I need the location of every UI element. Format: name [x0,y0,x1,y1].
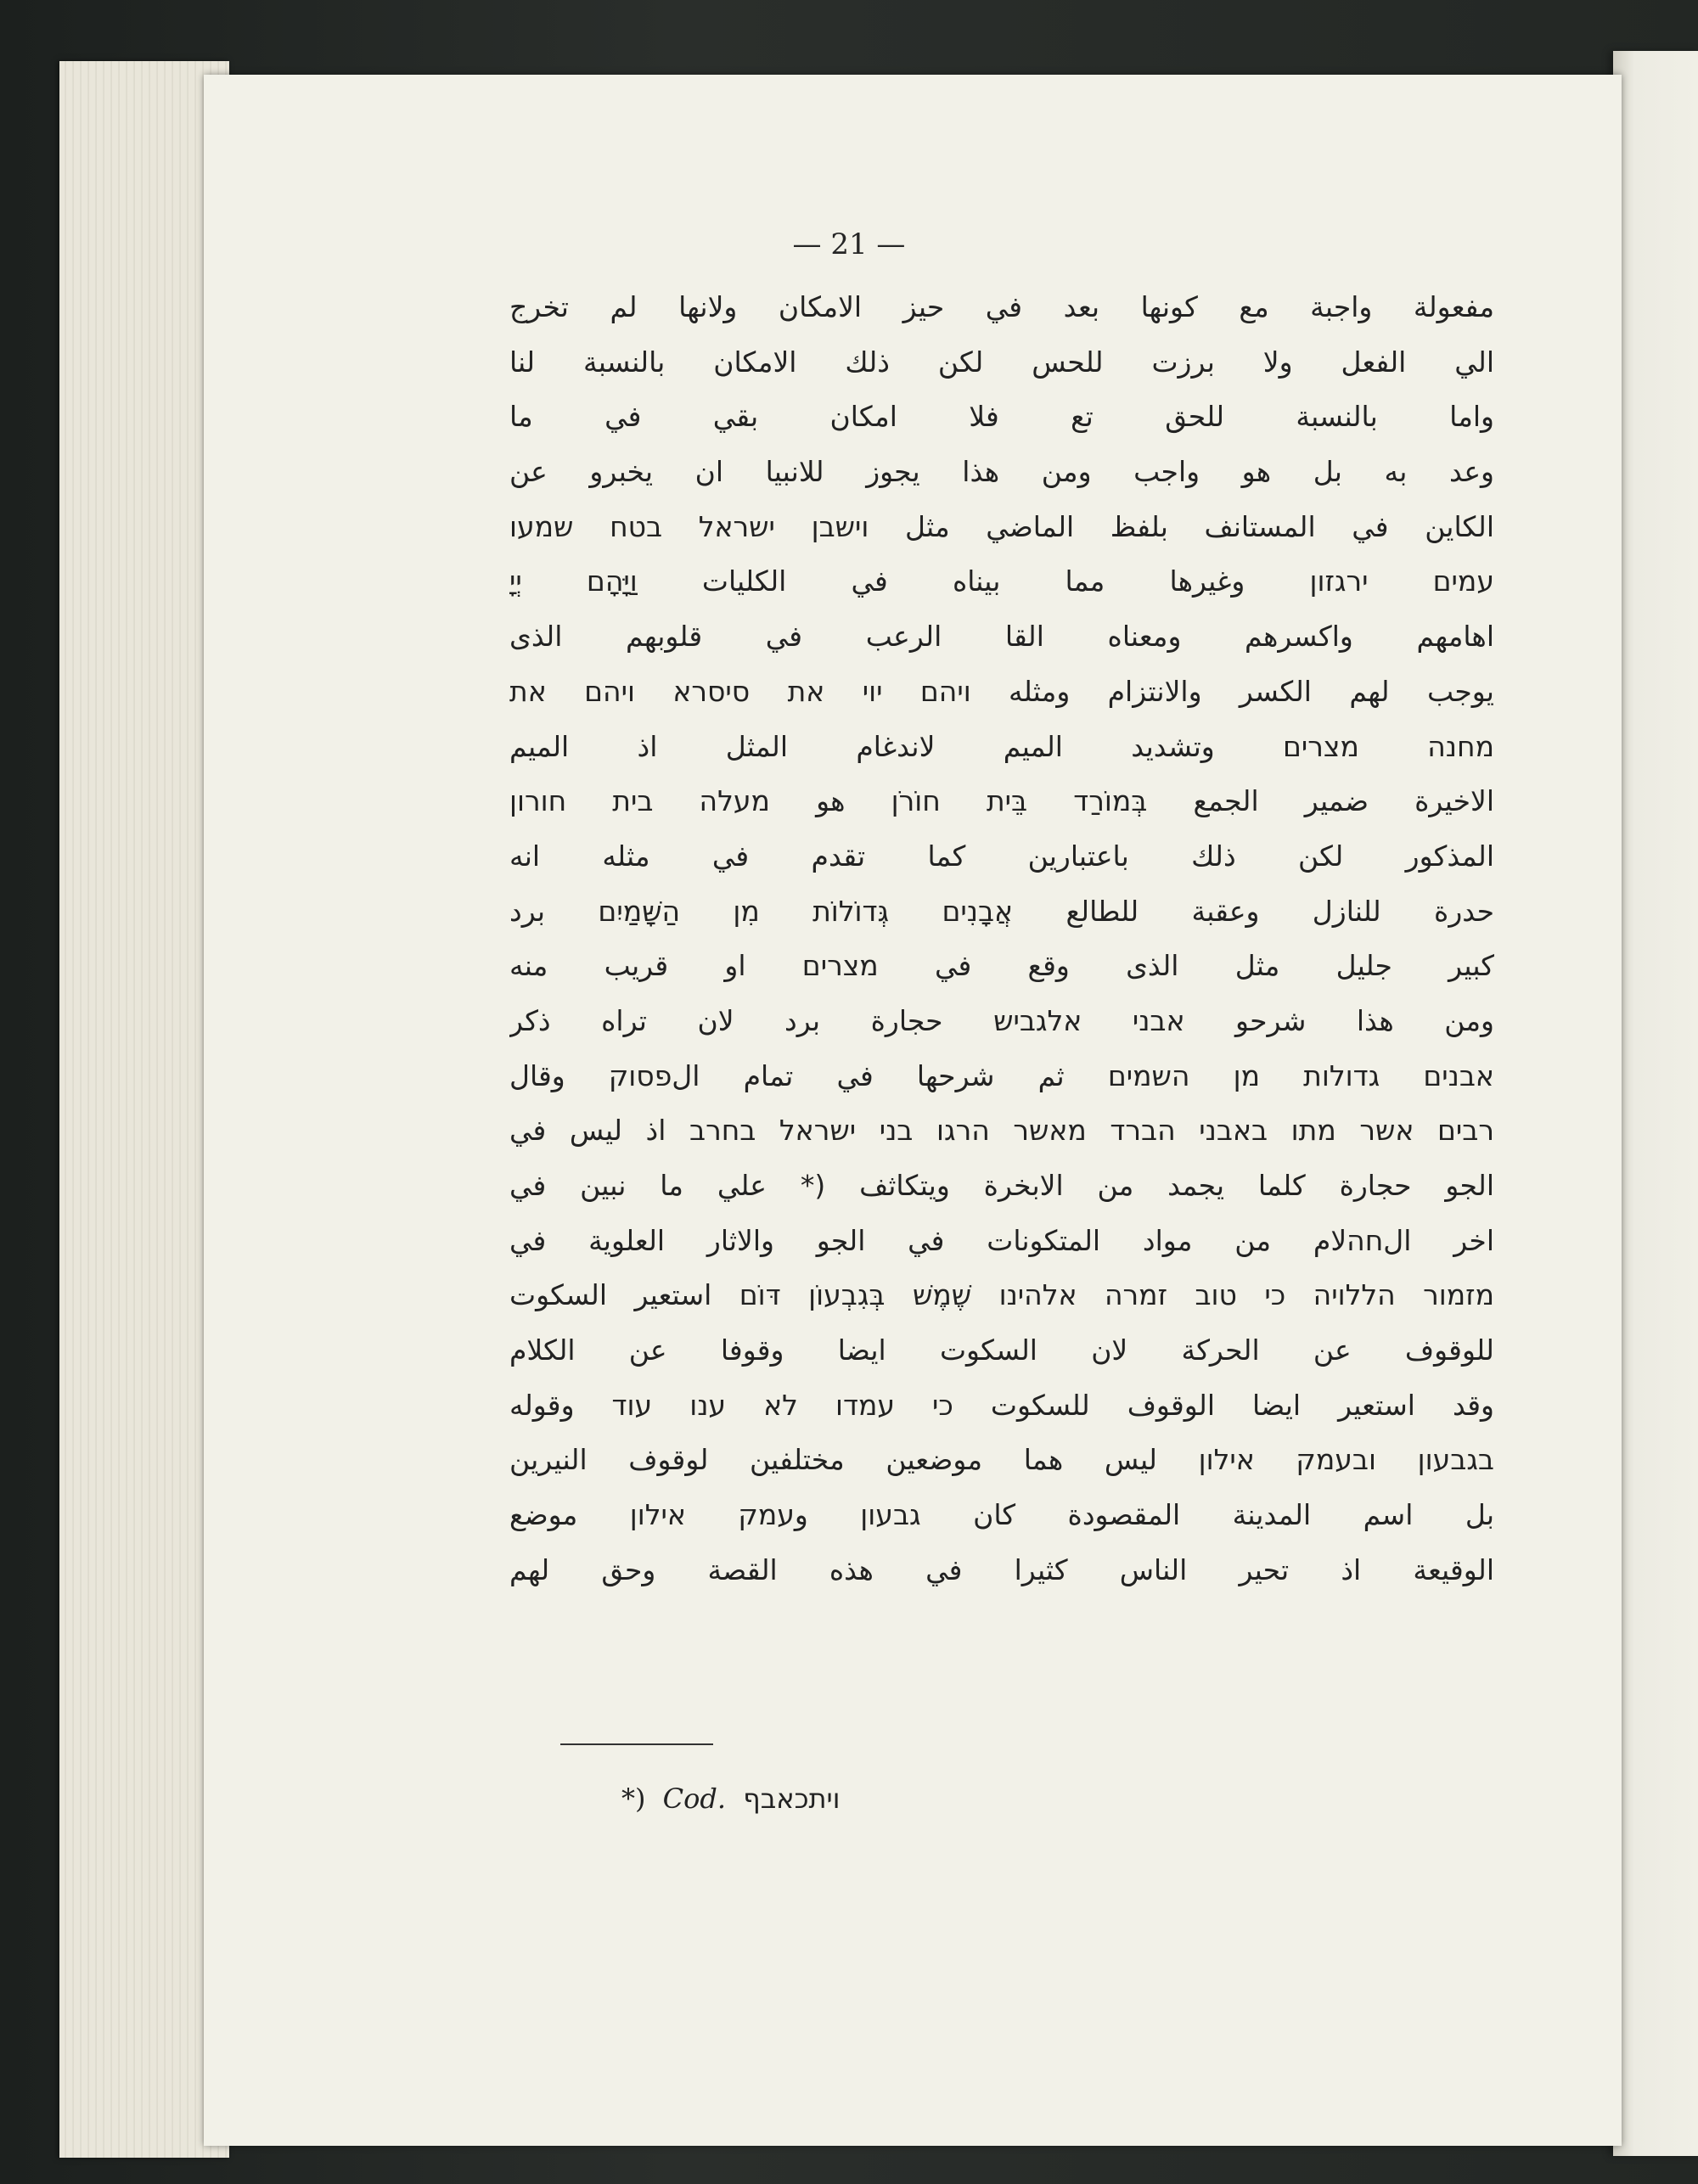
text-line: الي الفعل ولا برزت للحس لكن ذلك الامكان بالنسبة لنا [509,345,1494,379]
text-line: רבים אשר מתו באבני הברד מאשר הרגו בני ישראל בחרב اذ ليس في [509,1114,1494,1148]
text-line: اهامهم واكسرهم ومعناه القا الرعب في قلوبهم الذى [509,620,1494,654]
footnote-word: ויתכאבף [743,1783,841,1815]
footnote-marker: *) [621,1783,646,1815]
footnote-cod: Cod. [662,1783,727,1815]
facing-page-edge [1613,51,1698,2156]
text-line: واما بالنسبة للحق تع فلا امكان بقي في ما [509,400,1494,434]
text-line: للوقوف عن الحركة لان السكوت ايضا وقوفا عن الكلام [509,1333,1494,1367]
text-line: الاخيرة ضمير الجمع בְּמוֹרַד בֵּית חוֹרֹן هو מעלה בית חורון [509,784,1494,818]
text-line: مفعولة واجبة مع كونها بعد في حيز الامكان ولانها لم تخرج [509,290,1494,323]
footnote-rule [560,1743,713,1745]
text-line: الكاين في المستانف بلفظ الماضي مثل וישבן ישראל בטח שמעו [509,509,1494,543]
text-line: בגבעון ובעמק אילון ليس هما موضعين مختلفين لوقوف النيرين [509,1443,1494,1477]
text-line: وعد به بل هو واجب ومن هذا يجوز للانبيا ان يخبرو عن [509,455,1494,489]
text-line: אבנים גדולות מן השמים ثم شرحها في تمام الפסוק وقال [509,1058,1494,1092]
text-line: الوقيعة اذ تحير الناس كثيرا في هذه القصة وحق لهم [509,1552,1494,1586]
text-line: المذكور لكن ذلك باعتبارين كما تقدم في مثله انه [509,839,1494,873]
text-line: ومن هذا شرحو אבני אלגביש حجارة برد لان تراه ذكر [509,1003,1494,1037]
text-line: وقد استعير ايضا الوقوف للسكوت כי עמדו לא ענו עוד وقوله [509,1388,1494,1422]
page-number: — 21 — [792,227,906,261]
text-line: מזמור הללויה כי טוב זמרה אלהינו שֶׁמֶשׁ בְּגִבְעוֹן דּוֹם استعير السكوت [509,1278,1494,1312]
text-line: اخر الחהلام من مواد المتكونات في الجو والاثار العلوية في [509,1223,1494,1257]
text-line: حدرة للنازل وعقبة للطالع אֲבָנִים גְּדוֹלוֹת מִן הַשָּׁמַיִם برد [509,894,1494,928]
text-line: يوجب لهم الكسر والانتزام ومثله ויהם יוי את סיסרא ויהם את [509,674,1494,708]
body-text [509,280,1494,1598]
text-line: الجو حجارة كلما يجمد من الابخرة ويتكاثف (* علي ما نبين في [509,1169,1494,1202]
text-line: מחנה מצרים وتشديد الميم لاندغام المثل اذ الميم [509,729,1494,763]
text-line: עמים ירגזון وغيرها مما بيناه في الكليات וַיָּהָם יְיָ [509,564,1494,598]
text-line: كبير جليل مثل الذى وقع في מצרים او قريب منه [509,949,1494,983]
text-line: بل اسم المدينة المقصودة كان גבעון وעמק אילון موضع [509,1498,1494,1532]
footnote [621,1783,840,1815]
